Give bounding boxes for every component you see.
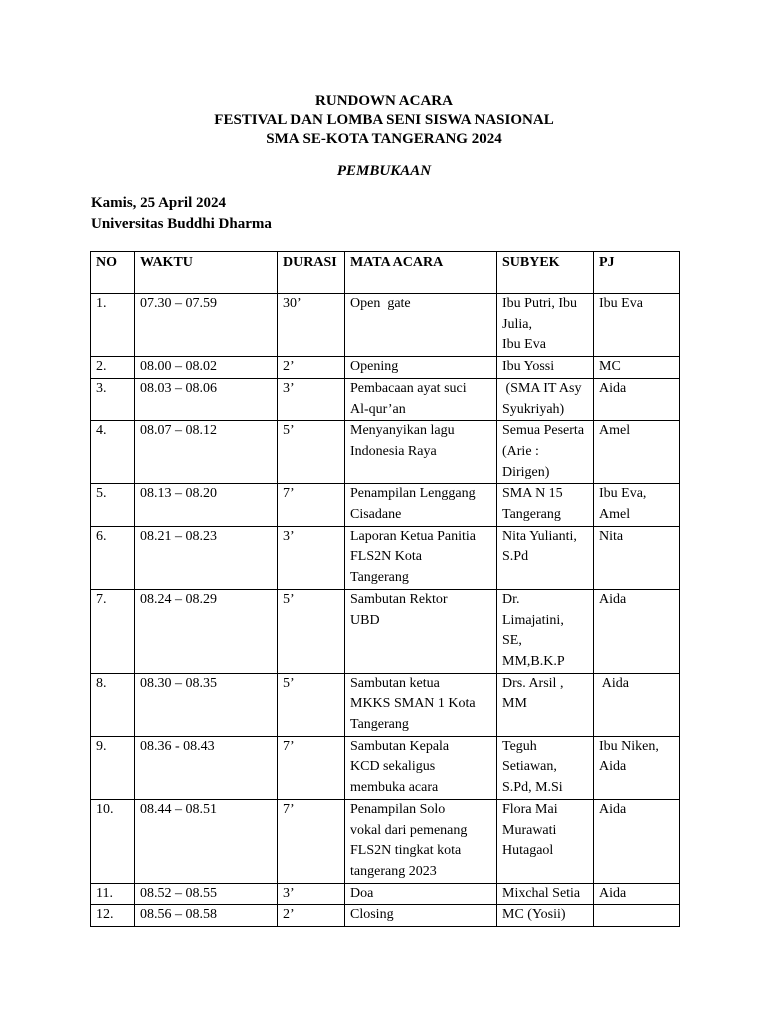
cell-pj — [594, 421, 680, 484]
cell-durasi: 2’ — [278, 905, 345, 927]
header-waktu: WAKTU — [135, 252, 278, 294]
cell-durasi: 7’ — [278, 484, 345, 526]
cell-durasi: 3’ — [278, 526, 345, 589]
table-body — [91, 294, 680, 927]
cell-line: Ibu Niken, — [599, 738, 659, 754]
cell-line: MKKS SMAN 1 Kota — [350, 696, 476, 712]
cell-subyek — [497, 799, 594, 883]
cell-no: 8. — [91, 673, 135, 736]
cell-pj — [594, 883, 680, 905]
cell-pj — [594, 905, 680, 927]
cell-pj — [594, 378, 680, 420]
cell-line: Pembacaan ayat suci — [350, 380, 467, 396]
cell-subyek — [497, 526, 594, 589]
event-venue: Universitas Buddhi Dharma — [91, 216, 272, 232]
cell-durasi: 5’ — [278, 589, 345, 673]
cell-mata-acara — [345, 484, 497, 526]
cell-subyek — [497, 421, 594, 484]
cell-line: Menyanyikan lagu — [350, 423, 455, 439]
cell-line: Flora Mai — [502, 801, 558, 817]
cell-pj — [594, 357, 680, 379]
cell-subyek — [497, 905, 594, 927]
cell-durasi: 7’ — [278, 799, 345, 883]
cell-line: Hutagaol — [502, 843, 554, 859]
cell-no: 5. — [91, 484, 135, 526]
cell-waktu: 08.52 – 08.55 — [135, 883, 278, 905]
cell-line: Ibu Eva — [502, 337, 546, 353]
cell-subyek — [497, 736, 594, 799]
cell-line: Tangerang — [350, 570, 409, 586]
cell-waktu: 08.21 – 08.23 — [135, 526, 278, 589]
cell-mata-acara — [345, 883, 497, 905]
cell-pj — [594, 294, 680, 357]
header-mata-acara: MATA ACARA — [345, 252, 497, 294]
table-row — [91, 883, 680, 905]
cell-subyek — [497, 883, 594, 905]
table-row — [91, 526, 680, 589]
cell-line: Tangerang — [502, 507, 561, 523]
cell-durasi: 7’ — [278, 736, 345, 799]
cell-durasi: 3’ — [278, 883, 345, 905]
cell-line: SMA N 15 — [502, 486, 563, 502]
cell-line: Open gate — [350, 296, 411, 311]
cell-mata-acara — [345, 294, 497, 357]
cell-waktu: 08.03 – 08.06 — [135, 378, 278, 420]
cell-line: MM,B.K.P — [502, 653, 565, 669]
cell-waktu: 08.00 – 08.02 — [135, 357, 278, 379]
cell-line: vokal dari pemenang — [350, 822, 468, 838]
cell-line: MC (Yosii) — [502, 907, 566, 923]
header-pj: PJ — [594, 252, 680, 294]
title-line-1: RUNDOWN ACARA — [315, 93, 453, 109]
table-row — [91, 378, 680, 420]
cell-line: Closing — [350, 907, 394, 923]
cell-waktu: 07.30 – 07.59 — [135, 294, 278, 357]
cell-no: 1. — [91, 294, 135, 357]
cell-line: Semua Peserta — [502, 423, 585, 439]
table-row — [91, 421, 680, 484]
cell-line: Sambutan Kepala — [350, 738, 450, 754]
event-date: Kamis, 25 April 2024 — [91, 195, 227, 211]
cell-durasi: 3’ — [278, 378, 345, 420]
cell-line: tangerang 2023 — [350, 863, 437, 879]
cell-line: Amel — [599, 423, 631, 439]
cell-line: Setiawan, — [502, 759, 557, 775]
table-row — [91, 484, 680, 526]
cell-waktu: 08.13 – 08.20 — [135, 484, 278, 526]
table-row — [91, 905, 680, 927]
cell-line: Aida — [599, 380, 627, 396]
cell-line: membuka acara — [350, 780, 439, 796]
cell-line: Aida — [599, 759, 627, 775]
cell-pj — [594, 484, 680, 526]
cell-line: FLS2N Kota — [350, 549, 422, 565]
cell-waktu: 08.56 – 08.58 — [135, 905, 278, 927]
cell-subyek — [497, 589, 594, 673]
cell-subyek — [497, 378, 594, 420]
cell-durasi: 5’ — [278, 673, 345, 736]
cell-waktu: 08.07 – 08.12 — [135, 421, 278, 484]
table-row — [91, 294, 680, 357]
cell-pj — [594, 736, 680, 799]
table-row — [91, 673, 680, 736]
cell-no: 9. — [91, 736, 135, 799]
cell-no: 2. — [91, 357, 135, 379]
cell-line: Al-qur’an — [350, 401, 406, 417]
cell-line: Julia, — [502, 316, 532, 332]
cell-waktu: 08.44 – 08.51 — [135, 799, 278, 883]
header-subyek: SUBYEK — [497, 252, 594, 294]
cell-line: Opening — [350, 359, 399, 375]
cell-pj — [594, 673, 680, 736]
cell-line: Tangerang — [350, 717, 409, 733]
cell-line: (SMA IT Asy — [502, 380, 582, 396]
cell-line: Sambutan ketua — [350, 675, 440, 691]
cell-line: Sambutan Rektor — [350, 591, 448, 607]
document-title — [0, 92, 768, 149]
cell-no: 6. — [91, 526, 135, 589]
cell-no: 3. — [91, 378, 135, 420]
cell-line: Syukriyah) — [502, 401, 565, 417]
cell-line: Penampilan Solo — [350, 801, 446, 817]
cell-line: Dr. — [502, 591, 520, 607]
cell-no: 4. — [91, 421, 135, 484]
cell-waktu: 08.24 – 08.29 — [135, 589, 278, 673]
cell-waktu: 08.36 - 08.43 — [135, 736, 278, 799]
cell-pj — [594, 589, 680, 673]
cell-mata-acara — [345, 673, 497, 736]
cell-no: 11. — [91, 883, 135, 905]
cell-durasi: 30’ — [278, 294, 345, 357]
cell-mata-acara — [345, 905, 497, 927]
cell-mata-acara — [345, 526, 497, 589]
cell-pj — [594, 799, 680, 883]
cell-line: MM — [502, 696, 527, 712]
cell-line: Cisadane — [350, 507, 402, 523]
cell-durasi: 5’ — [278, 421, 345, 484]
cell-line: Dirigen) — [502, 464, 550, 480]
cell-line: FLS2N tingkat kota — [350, 843, 462, 859]
cell-line: KCD sekaligus — [350, 759, 436, 775]
cell-no: 7. — [91, 589, 135, 673]
table-row — [91, 357, 680, 379]
cell-line: S.Pd — [502, 549, 529, 565]
cell-subyek — [497, 357, 594, 379]
cell-line: Aida — [599, 885, 627, 901]
cell-line: SE, — [502, 633, 522, 649]
cell-mata-acara — [345, 378, 497, 420]
cell-line: Nita — [599, 528, 624, 544]
table-row — [91, 736, 680, 799]
cell-waktu: 08.30 – 08.35 — [135, 673, 278, 736]
cell-subyek — [497, 673, 594, 736]
cell-line: Ibu Eva, — [599, 486, 647, 502]
cell-line: Ibu Yossi — [502, 359, 555, 375]
cell-mata-acara — [345, 589, 497, 673]
cell-mata-acara — [345, 357, 497, 379]
cell-pj — [594, 526, 680, 589]
cell-line: (Arie : — [502, 443, 539, 459]
header-no: NO — [91, 252, 135, 294]
cell-line: Aida — [599, 801, 627, 817]
cell-line: Ibu Eva — [599, 296, 643, 311]
cell-subyek — [497, 294, 594, 357]
title-line-2: FESTIVAL DAN LOMBA SENI SISWA NASIONAL — [214, 112, 554, 128]
cell-durasi: 2’ — [278, 357, 345, 379]
cell-line: Indonesia Raya — [350, 443, 437, 459]
cell-line: Ibu Putri, Ibu — [502, 296, 578, 311]
cell-line: Penampilan Lenggang — [350, 486, 476, 502]
cell-mata-acara — [345, 736, 497, 799]
cell-line: UBD — [350, 612, 380, 628]
cell-line: Limajatini, — [502, 612, 564, 628]
cell-no: 10. — [91, 799, 135, 883]
section-subtitle: PEMBUKAAN — [336, 163, 432, 179]
cell-line: Nita Yulianti, — [502, 528, 577, 544]
cell-line: Aida — [599, 591, 627, 607]
cell-line: Murawati — [502, 822, 557, 838]
table-row — [91, 799, 680, 883]
cell-line: MC — [599, 359, 621, 375]
cell-line: Drs. Arsil , — [502, 675, 564, 691]
cell-subyek — [497, 484, 594, 526]
table-header-row — [91, 252, 680, 294]
event-meta — [91, 193, 272, 235]
cell-line: Doa — [350, 885, 374, 901]
cell-line: Amel — [599, 507, 631, 523]
cell-no: 12. — [91, 905, 135, 927]
title-line-3: SMA SE-KOTA TANGERANG 2024 — [266, 131, 502, 147]
cell-line: Teguh — [502, 738, 537, 754]
cell-line: Laporan Ketua Panitia — [350, 528, 476, 544]
rundown-table — [90, 251, 680, 927]
cell-line: Mixchal Setia — [502, 885, 581, 901]
cell-line: Aida — [599, 675, 629, 691]
table-row — [91, 589, 680, 673]
header-durasi: DURASI — [278, 252, 345, 294]
cell-mata-acara — [345, 799, 497, 883]
cell-mata-acara — [345, 421, 497, 484]
cell-line: S.Pd, M.Si — [502, 780, 563, 796]
